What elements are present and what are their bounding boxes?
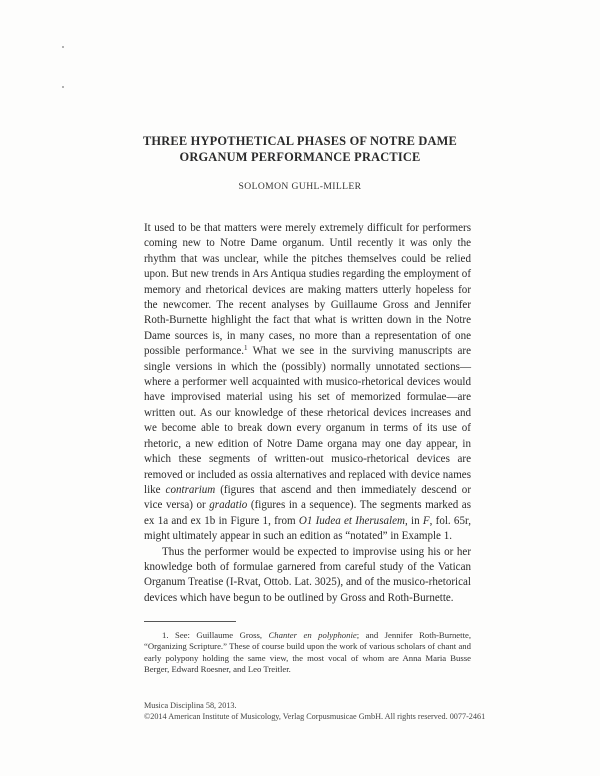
paragraph-1-part-3: (figures that ascend and then immediately descend or vice versa) or [144,483,471,512]
scan-speck [62,46,64,48]
paragraph-1-part-1: It used to be that matters were merely extremely difficult for performers coming new to Notre Dame organum. Until recently it was only the rhythm that was unclear, while the pitches themselves could be relied upon. But new trends in Ars Antiqua studies regarding the employment of memory and rhetorical devices are making matters utterly hopeless for the newcomer. The recent analyses by Guillaume Gross and Jennifer Roth-Burnette highlight the fact that what is written down in the Notre Dame sources is, in many cases, no more than a representation of one possible performance. [144,222,471,358]
article-title [120,134,480,165]
article-body [144,221,471,606]
footnote-text-a: See: Guillaume Gross, [168,630,269,640]
manuscript-siglum: F [422,514,430,527]
scan-speck [62,86,64,88]
journal-info [144,700,484,722]
footnote-text-b: ; and Jennifer Roth-Burnette, “Organizing Scripture.” These of course build upon the work of various scholars of chant and early polypony holding the same view, the most vocal of whom are Anna Maria Busse Berger, Edward Roesner, and Leo Treitler. [144,630,472,675]
term-contrarium: contrarium [165,483,216,496]
term-gradatio: gradatio [209,499,248,512]
copyright-line: ©2014 American Institute of Musicology, Verlag Corpusmusicae GmbH. All rights reserved. 0077-2461 [144,712,486,722]
paragraph-1-part-2: What we see in the surviving manuscripts are single versions in which the (possibly) normally unnotated sections—where a performer well acquainted with musico-rhetorical devices would have improvised material using his set of memorized formulae—are written out. As our knowledge of these rhetorical devices increases and we become able to break down every organum in terms of its use of rhetoric, a new edition of Notre Dame organa may one day appear, in which these segments of written-out musico-rhetorical devices are removed or included as ossia alternatives and replaced with device names like [144,345,471,496]
paragraph-1 [144,221,471,545]
journal-citation: Musica Disciplina 58, 2013. [144,701,237,710]
article-title-line-1: THREE HYPOTHETICAL PHASES OF NOTRE DAME [142,134,458,148]
footnote-reference: 1 [244,344,248,353]
footnote-cited-title: Chanter en polyphonie [268,630,357,640]
paragraph-1-part-6: , fol. 65r, might ultimately appear in such an edition as “notated” in Example 1. [144,514,471,543]
footnote-number: 1. [162,630,169,640]
work-title: O1 Iudea et Iherusalem [298,514,405,527]
author-name: SOLOMON GUHL-MILLER [238,181,362,192]
article-title-line-2: ORGANUM PERFORMANCE PRACTICE [179,149,421,164]
paragraph-2: Thus the performer would be expected to improvise using his or her knowledge both of formulae garnered from careful study of the Vatican Organum Treatise (I-Rvat, Ottob. Lat. 3025), and of the musico-rhetorical devices which have begun to be outlined by Gross and Roth-Burnette. [144,545,471,604]
footnote [144,630,471,676]
footnote-divider [144,621,236,622]
paragraph-1-part-4: (figures in a sequence). The segments marked as ex 1a and ex 1b in Figure 1, from [144,499,472,527]
paragraph-1-part-5: , in [404,514,423,527]
